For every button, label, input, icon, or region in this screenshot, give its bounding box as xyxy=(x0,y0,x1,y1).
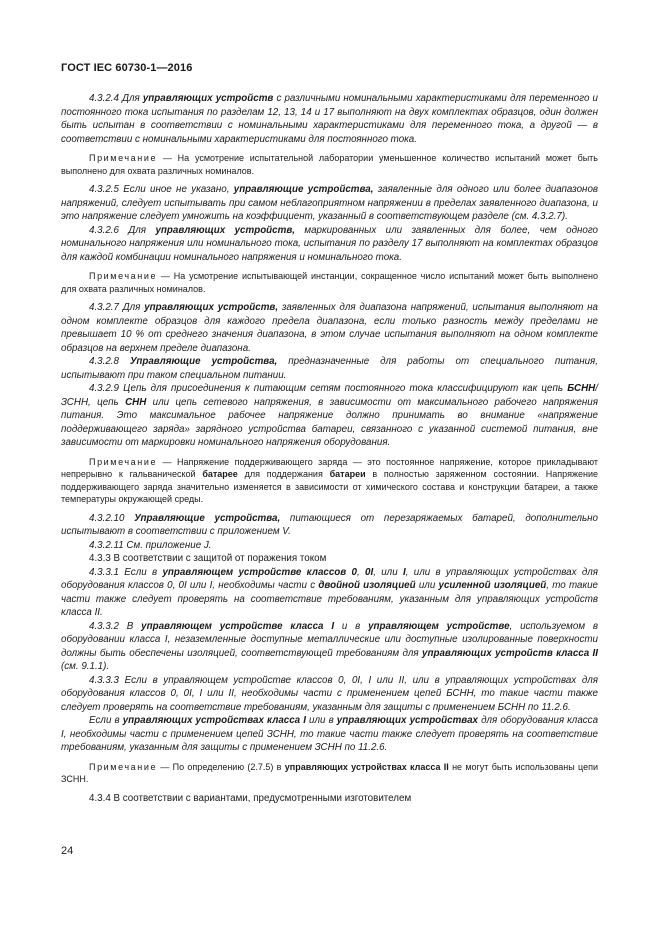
bold-term: управляющем устройстве класса I xyxy=(141,620,335,632)
text-run: 4.3.2.11 См. приложение J. xyxy=(89,539,212,551)
clause-paragraph xyxy=(61,301,598,355)
text-run: предназначенные для работы от специального питания, испытывают при таком специальном питании. xyxy=(61,356,599,381)
bold-term: I xyxy=(402,566,406,578)
bold-term: управляющих устройств, xyxy=(144,302,279,313)
bold-term: управляющие устройства, xyxy=(233,184,374,195)
clause-paragraph xyxy=(61,552,598,566)
text-run: маркированных или заявленных для более, чем одного номинального напряжения или номинального тока, испытания по разделу 17 выполняют на комплектах образцов для каждой комбинации номинального напряжения и номинального тока. xyxy=(61,224,599,263)
bold-term: управляющем устройстве классов 0 xyxy=(162,566,357,578)
note-label: Примечание xyxy=(89,456,158,467)
clause-paragraph xyxy=(61,714,598,755)
text-run: 4.3.3 В соответствии с защитой от поражения током xyxy=(89,553,327,564)
text-run: или цепь сетевого напряжения, в зависимости от максимального рабочего напряжения питания. Это максимальное рабочее напряжение должно принимать во внимание «напряжение поддерживающего заряда» зарядного устройства батареи, связанного с указанной системой питания, вне зависимости от маркировки номинального напряжения оборудования. xyxy=(61,396,598,448)
bold-term: управляющих устройств класса II xyxy=(422,647,598,659)
text-run: — По определению (2.7.5) в xyxy=(157,761,285,772)
note-paragraph xyxy=(61,270,598,295)
bold-term: Управляющие устройства, xyxy=(134,512,281,524)
text-run: заявленных для диапазона напряжений, испытания выполняют на одном комплекте образцов для каждого предела диапазона, если только разность между пределами не превышает 10 % от среднего значения диапазона, в этом случае испытания выполняют на одном комплекте образцов на верхнем пределе диапазона. xyxy=(61,302,598,354)
text-run: 4.3.2.9 Цепь для присоединения к питающим сетям постоянного тока классифицируют как цепь xyxy=(89,383,568,394)
text-run: заявленные для одного или более диапазонов напряжений, следует испытывать при самом неблагоприятном напряжении в пределах заявленного диапазона, и это напряжение следует умножить на коэффициент, указанный в соответствующем разделе (см. 4.3.2.7). xyxy=(61,184,599,222)
text-run: 4.3.2.10 xyxy=(89,512,135,524)
bold-term: двойной изоляцией xyxy=(318,580,416,591)
text-run: в полностью заряженном состоянии. Напряжение поддерживающего заряда значительно изменяется в зависимости от химического состава и конструкции батареи, а также температуры окружающей среды. xyxy=(61,469,598,504)
text-run: питающиеся от перезаряжаемых батарей, дополнительно испытывают в соответствии с приложением V. xyxy=(61,512,598,537)
text-run: — На усмотрение испытательной лаборатории уменьшенное количество испытаний может быть выполнено для охвата различных номиналов. xyxy=(61,153,598,176)
text-run: 4.3.3.2 В xyxy=(89,620,142,632)
text-run: Если в xyxy=(89,715,123,726)
bold-term: 0I xyxy=(365,566,374,578)
text-run: — Напряжение поддерживающего заряда — это постоянное напряжение, которое прикладывают непрерывно к гальванической xyxy=(61,456,598,479)
text-run: (см. 9.1.1). xyxy=(61,661,110,672)
text-run: , то такие части также следует проверять на соответствие требованиям, указанным для управляющих устройств класса II. xyxy=(61,580,598,618)
clause-paragraph xyxy=(61,355,598,382)
text-run: — На усмотрение испытывающей инстанции, сокращенное число испытаний может быть выполнено для охвата различных номиналов. xyxy=(61,271,598,294)
clause-paragraph xyxy=(61,566,598,620)
text-run: или в xyxy=(305,715,337,726)
clause-paragraph xyxy=(61,620,598,674)
clause-paragraph xyxy=(61,539,598,553)
text-run: , используемом в оборудовании класса I, незаземленные доступные металлические или доступные изолированные поверхности должны быть обеспечены изоляцией, соответствующей требованиям для xyxy=(61,620,599,659)
clause-paragraph xyxy=(61,512,598,539)
page-number: 24 xyxy=(61,845,74,857)
text-run: 4.3.2.8 xyxy=(89,356,130,367)
bold-term: управляющих устройств xyxy=(142,93,274,104)
text-run: 4.3.3.3 Если в управляющем устройстве классов 0, 0I, I или II, или в управляющих устройствах для оборудования классов 0, 0I, I или II, необходимы части с применением цепей БСНН, то такие части также следует проверять на соответствие требованиям, указанным для защиты с применением БСНН по 11.2.6. xyxy=(61,674,598,713)
text-run: 4.3.3.1 Если в xyxy=(89,566,163,578)
bold-term: БСНН xyxy=(567,383,596,394)
bold-term: батарее xyxy=(202,469,238,479)
note-paragraph xyxy=(61,456,598,506)
bold-term: управляющих устройствах класса I xyxy=(122,715,306,726)
note-label: Примечание xyxy=(89,761,158,772)
clause-paragraph xyxy=(61,183,598,224)
bold-term: усиленной изоляцией xyxy=(438,580,547,591)
text-run: 4.3.2.5 Если иное не указано, xyxy=(89,184,234,195)
note-paragraph xyxy=(61,761,598,786)
bold-term: управляющих устройств, xyxy=(155,224,295,236)
text-run: , xyxy=(356,566,366,578)
text-run: для поддержания xyxy=(237,469,330,479)
clause-paragraph xyxy=(61,382,598,450)
bold-term: СНН xyxy=(125,396,147,408)
bold-term: управляющем устройстве xyxy=(368,620,510,632)
note-label: Примечание xyxy=(89,271,158,281)
bold-term: управляющих устройствах xyxy=(336,715,478,726)
bold-term: Управляющие устройства, xyxy=(129,356,278,367)
document-header: ГОСТ IEC 60730-1—2016 xyxy=(61,62,193,74)
text-run: , или в управляющих устройствах для оборудования классов 0, 0I или I, необходимы части с xyxy=(61,566,598,591)
text-run: для оборудования класса I, необходимы части с применением цепей ЗСНН, то такие части также следует проверять на соответствие требованиям, указанным для защиты с применением ЗСНН по 11.2.6. xyxy=(61,715,599,753)
text-run: 4.3.2.6 Для xyxy=(89,224,156,236)
text-run: /ЗСНН, цепь xyxy=(61,383,598,408)
clause-paragraph xyxy=(61,224,598,265)
text-run: с различными номинальными характеристиками для переменного и постоянного тока испытания по разделам 12, 13, 14 и 17 выполняют на двух комплектах образцов, один должен быть испытан в соответствии с номинальными характеристиками для переменного тока, а другой — в соответствии с номинальными характеристиками для постоянного тока. xyxy=(61,93,598,145)
text-run: , или xyxy=(373,566,403,578)
bold-term: батареи xyxy=(329,469,366,479)
document-body xyxy=(61,92,598,805)
note-label: Примечание xyxy=(89,153,158,163)
text-run: и в xyxy=(334,620,369,632)
bold-term: управляющих устройствах класса II xyxy=(284,761,449,772)
note-paragraph xyxy=(61,152,598,177)
clause-paragraph xyxy=(61,792,598,806)
text-run: 4.3.2.7 Для xyxy=(89,302,145,313)
text-run: не могут быть использованы цепи ЗСНН. xyxy=(61,761,598,784)
clause-paragraph xyxy=(61,92,598,146)
text-run: 4.3.4 В соответствии с вариантами, предусмотренными изготовителем xyxy=(89,792,412,804)
clause-paragraph xyxy=(61,674,598,715)
text-run: 4.3.2.4 Для xyxy=(89,93,143,104)
text-run: или xyxy=(415,580,439,591)
